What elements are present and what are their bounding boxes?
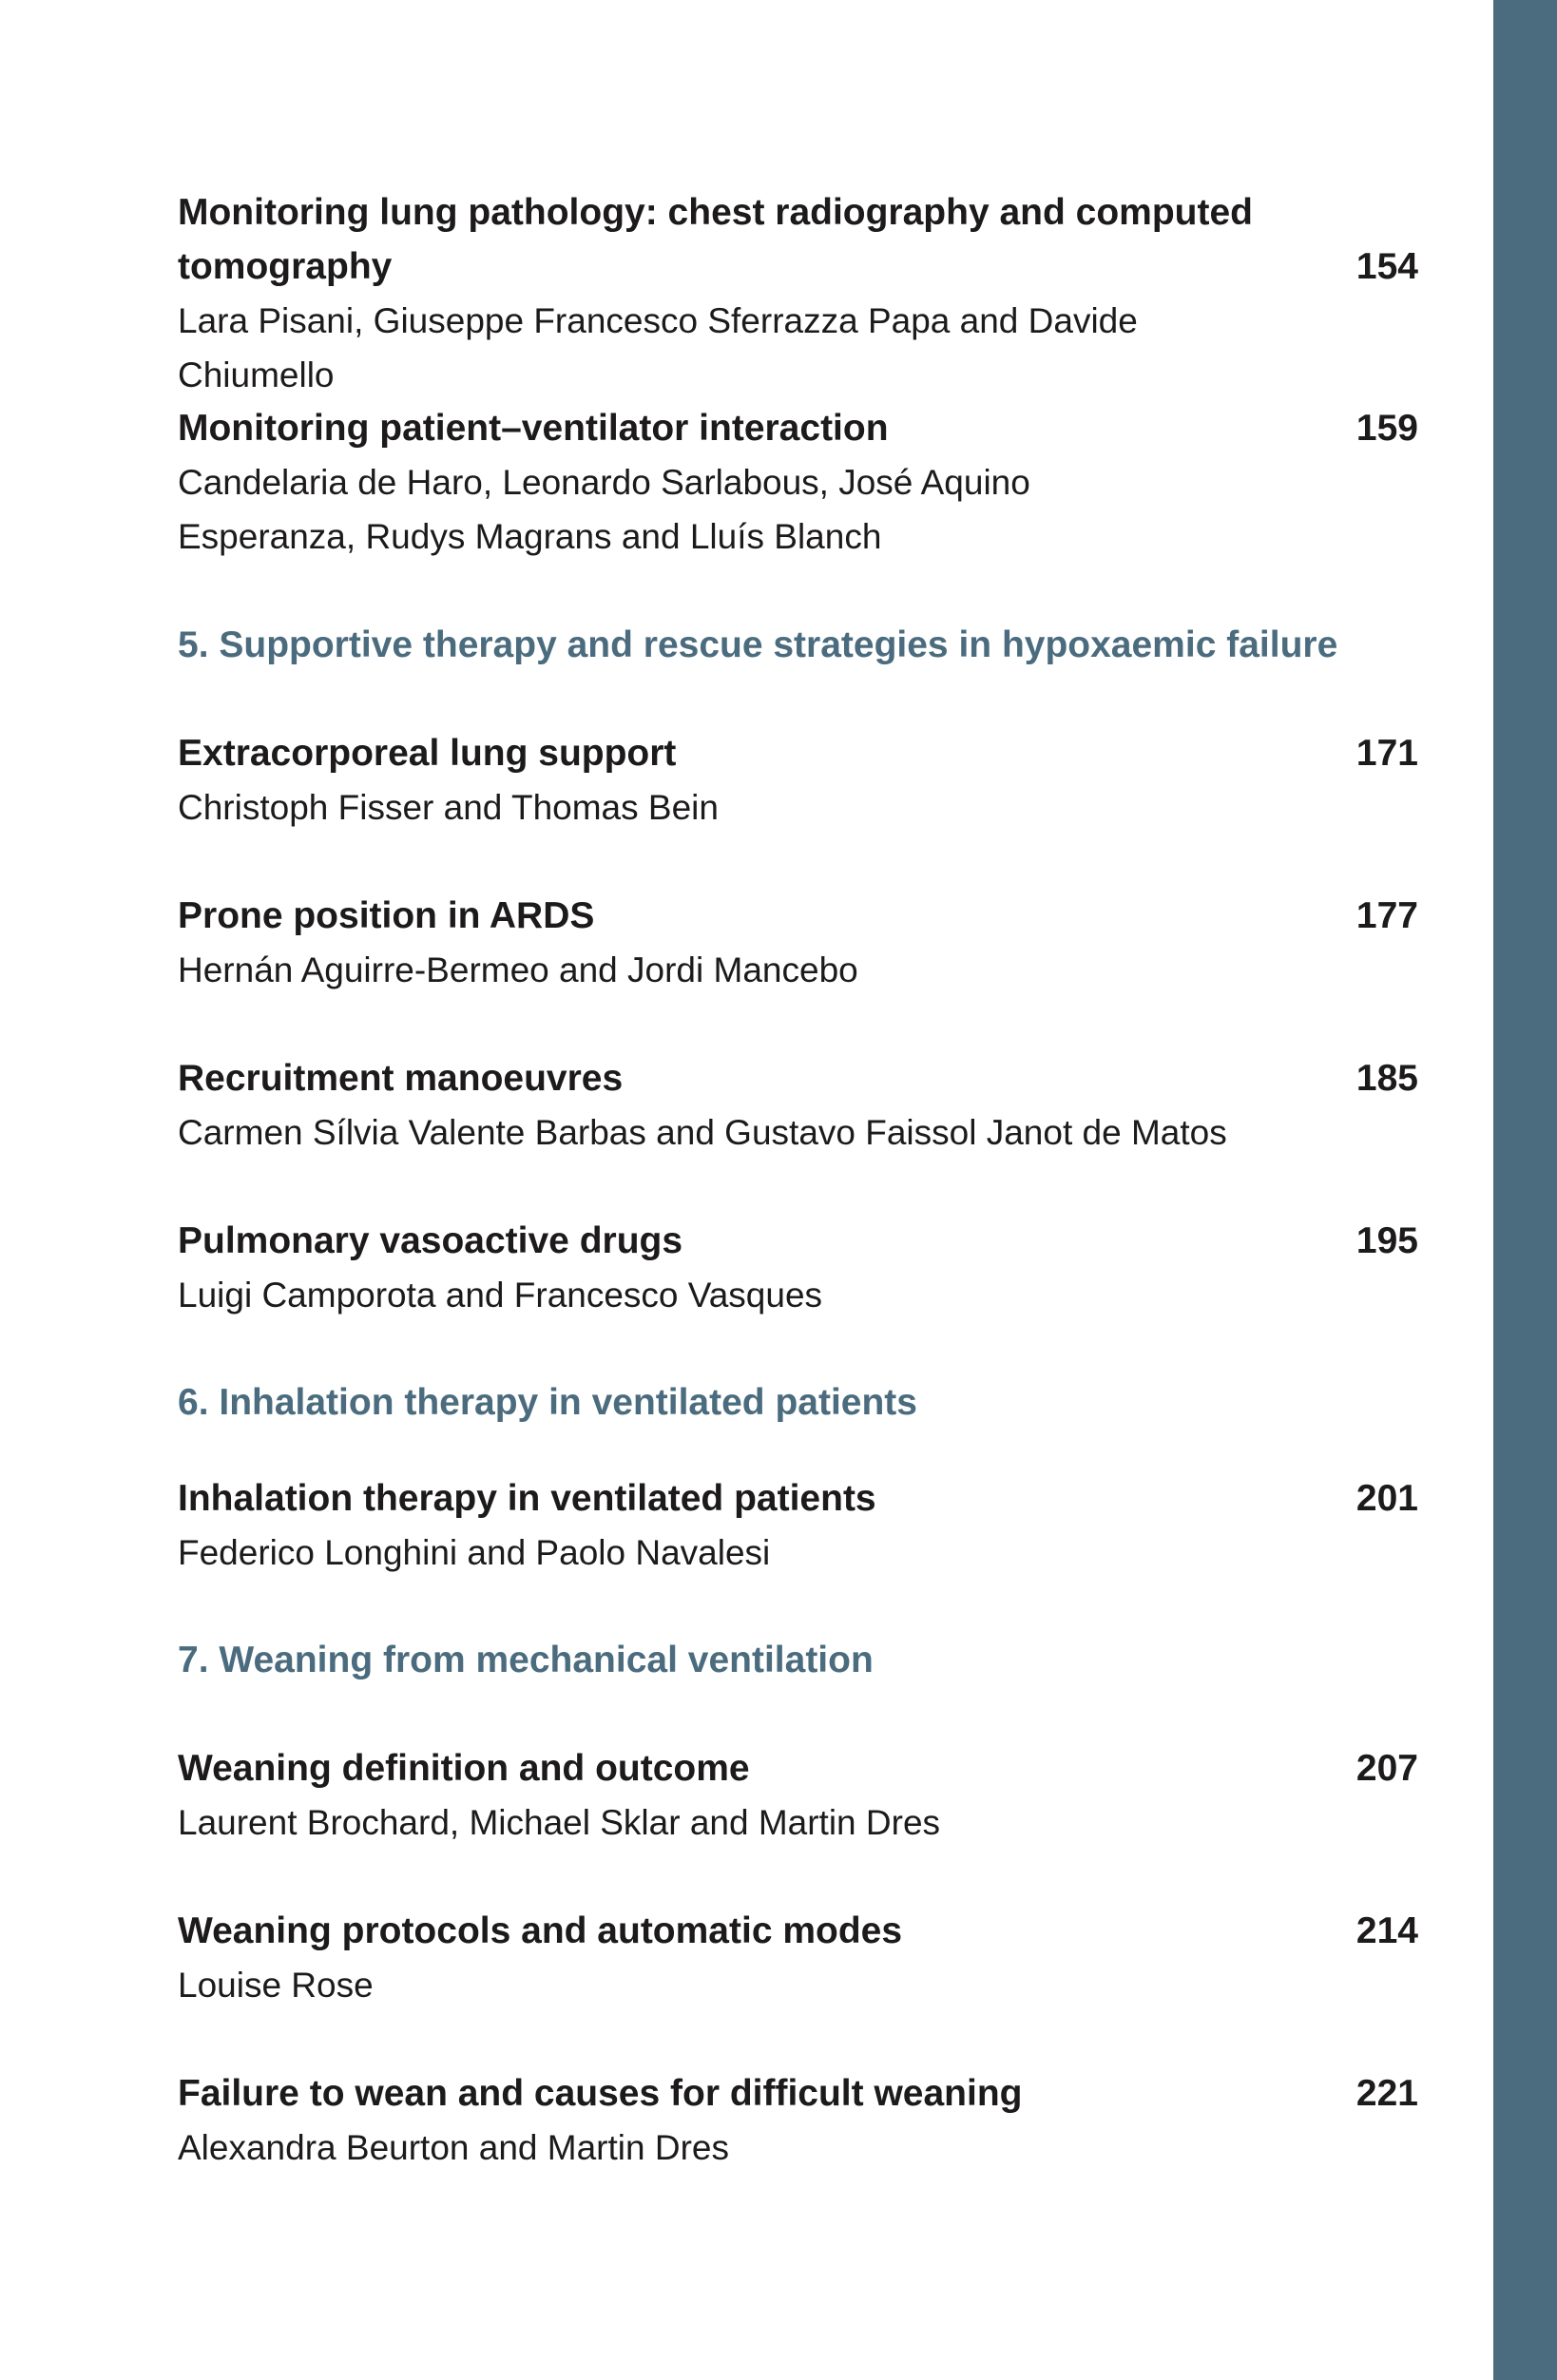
page-number: 214 [1355, 1910, 1418, 1951]
page-number: 207 [1355, 1748, 1418, 1789]
toc-entry[interactable] [178, 1471, 1418, 1580]
toc-entry[interactable] [178, 1214, 1418, 1322]
entry-title[interactable]: Weaning protocols and automatic modes [178, 1910, 903, 1951]
toc-entry[interactable] [178, 185, 1418, 402]
entry-title[interactable]: Monitoring patient–ventilator interaction [178, 408, 889, 449]
page-edge-bar [1493, 0, 1557, 2380]
entry-title[interactable]: Weaning definition and outcome [178, 1748, 750, 1789]
section-heading: 5. Supportive therapy and rescue strategies in hypoxaemic failure [178, 624, 1338, 665]
page-number: 177 [1355, 895, 1418, 936]
entry-authors: Luigi Camporota and Francesco Vasques [178, 1276, 823, 1315]
table-of-contents [178, 0, 1418, 2380]
toc-entry[interactable] [178, 2066, 1418, 2175]
entry-authors: Lara Pisani, Giuseppe Francesco Sferrazza Papa and Davide Chiumello [178, 301, 1138, 394]
toc-entry[interactable] [178, 1051, 1418, 1160]
toc-entry[interactable] [178, 401, 1418, 564]
entry-authors: Federico Longhini and Paolo Navalesi [178, 1533, 771, 1572]
page-number: 221 [1355, 2073, 1418, 2114]
page-number: 159 [1355, 408, 1418, 449]
page-number: 171 [1355, 733, 1418, 774]
section-heading: 6. Inhalation therapy in ventilated patients [178, 1382, 917, 1423]
entry-title[interactable]: Inhalation therapy in ventilated patients [178, 1478, 876, 1519]
entry-authors: Hernán Aguirre-Bermeo and Jordi Mancebo [178, 950, 858, 989]
entry-authors: Alexandra Beurton and Martin Dres [178, 2128, 729, 2167]
entry-authors: Carmen Sílvia Valente Barbas and Gustavo Faissol Janot de Matos [178, 1113, 1227, 1152]
entry-authors: Christoph Fisser and Thomas Bein [178, 788, 719, 827]
toc-entry[interactable] [178, 726, 1418, 835]
toc-entry[interactable] [178, 1741, 1418, 1850]
page-number: 201 [1355, 1478, 1418, 1519]
entry-authors: Laurent Brochard, Michael Sklar and Martin Dres [178, 1803, 941, 1842]
entry-title[interactable]: Pulmonary vasoactive drugs [178, 1220, 683, 1261]
toc-entry[interactable] [178, 889, 1418, 997]
entry-title[interactable]: Monitoring lung pathology: chest radiography and computed tomography [178, 192, 1253, 287]
page-number: 154 [1355, 246, 1418, 287]
entry-title[interactable]: Recruitment manoeuvres [178, 1058, 624, 1099]
toc-entry[interactable] [178, 1904, 1418, 2012]
entry-title[interactable]: Extracorporeal lung support [178, 733, 677, 774]
entry-title[interactable]: Prone position in ARDS [178, 895, 595, 936]
page-number: 195 [1355, 1220, 1418, 1261]
entry-title[interactable]: Failure to wean and causes for difficult weaning [178, 2073, 1023, 2114]
section-heading: 7. Weaning from mechanical ventilation [178, 1640, 874, 1680]
page-number: 185 [1355, 1058, 1418, 1099]
entry-authors: Louise Rose [178, 1966, 374, 2005]
entry-authors: Candelaria de Haro, Leonardo Sarlabous, José Aquino Esperanza, Rudys Magrans and Lluís Blanch [178, 463, 1030, 556]
